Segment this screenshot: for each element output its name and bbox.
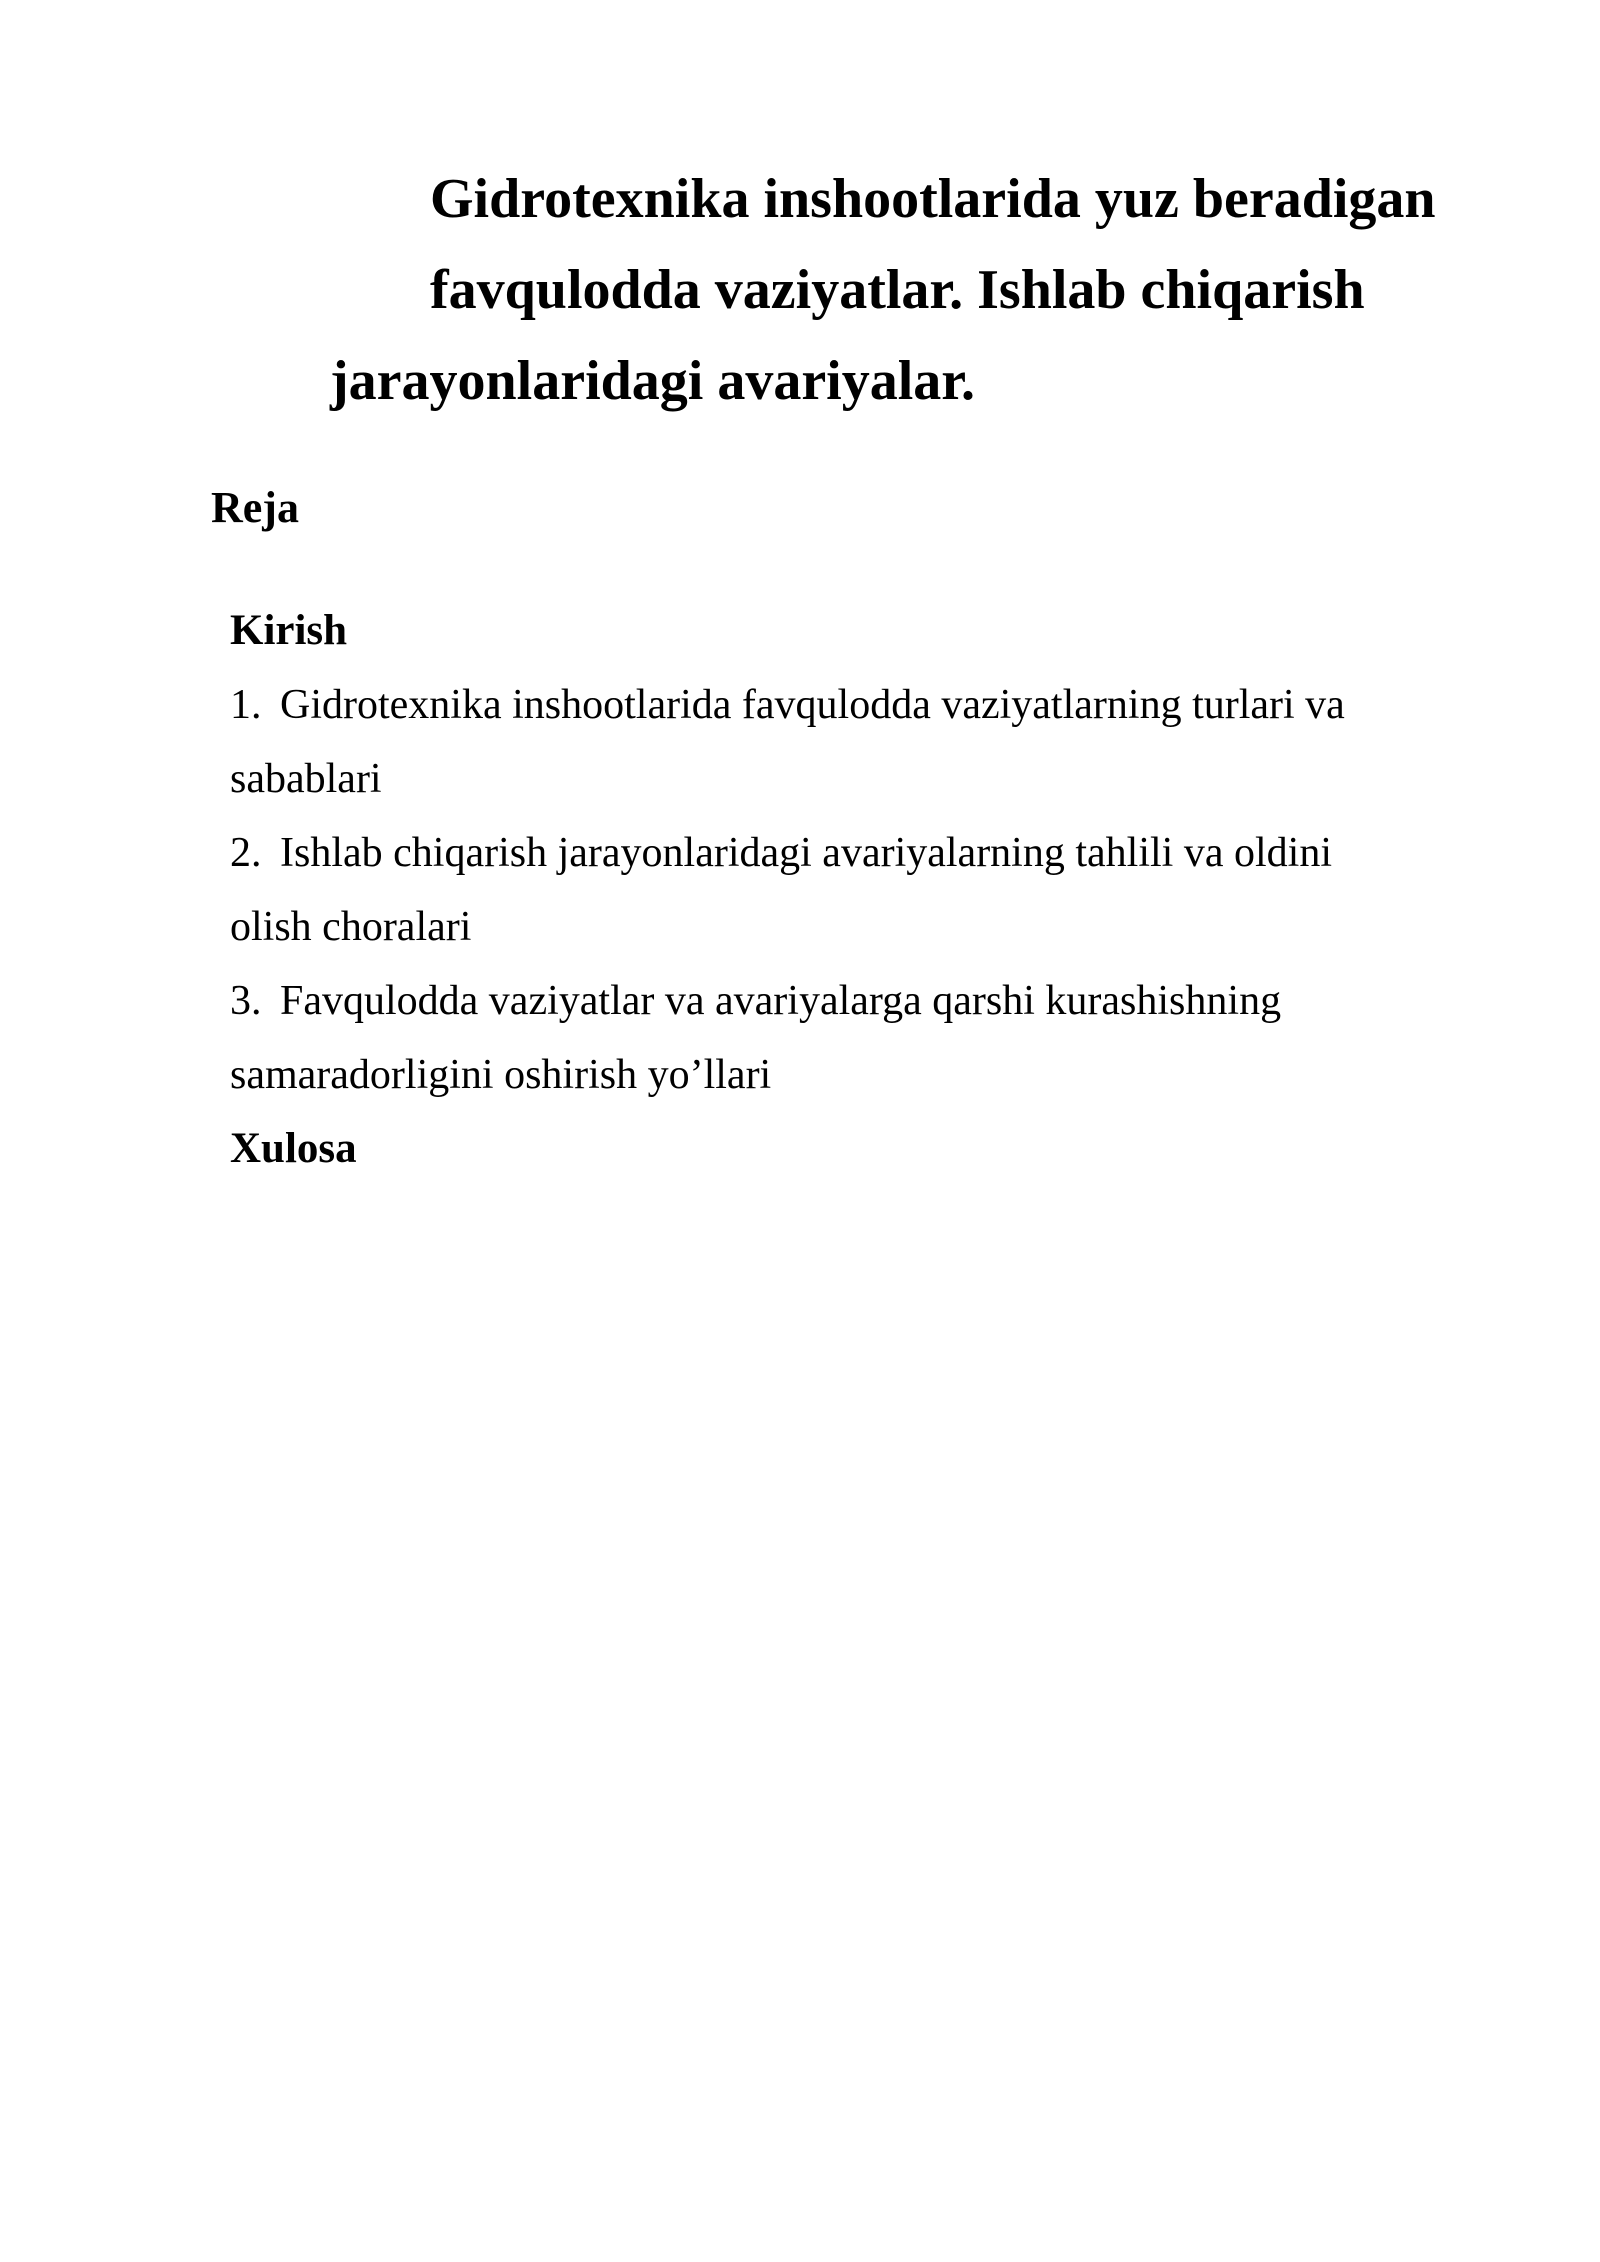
intro-heading: Kirish [230, 607, 348, 654]
plan-item-text: Ishlab chiqarish jarayonlaridagi avariyalarning tahlili va oldini [280, 830, 1332, 876]
plan-item-3 [230, 964, 1480, 1038]
plan-item-text: Gidrotexnika inshootlarida favqulodda vaziyatlarning turlari va [280, 682, 1345, 728]
title-line-3: jarayonlaridagi avariyalar. [330, 350, 976, 412]
conclusion-heading: Xulosa [230, 1125, 357, 1172]
plan-item-2-continuation: olish choralari [230, 904, 472, 950]
plan-item-1 [230, 668, 1480, 742]
plan-item-2 [230, 816, 1480, 890]
title-line-1: Gidrotexnika inshootlarida yuz beradigan [430, 168, 1436, 230]
plan-item-number: 1. [230, 682, 262, 728]
plan-item-text: Favqulodda vaziyatlar va avariyalarga qarshi kurashishning [280, 978, 1282, 1024]
plan-item-3-continuation: samaradorligini oshirish yo’llari [230, 1052, 772, 1098]
plan-item-number: 3. [230, 978, 262, 1024]
plan-heading: Reja [211, 483, 299, 532]
title-line-2: favqulodda vaziyatlar. Ishlab chiqarish [430, 259, 1365, 321]
plan-item-number: 2. [230, 830, 262, 876]
plan-list [230, 594, 1480, 1186]
document-title [330, 154, 1530, 427]
plan-item-1-continuation: sabablari [230, 756, 382, 802]
